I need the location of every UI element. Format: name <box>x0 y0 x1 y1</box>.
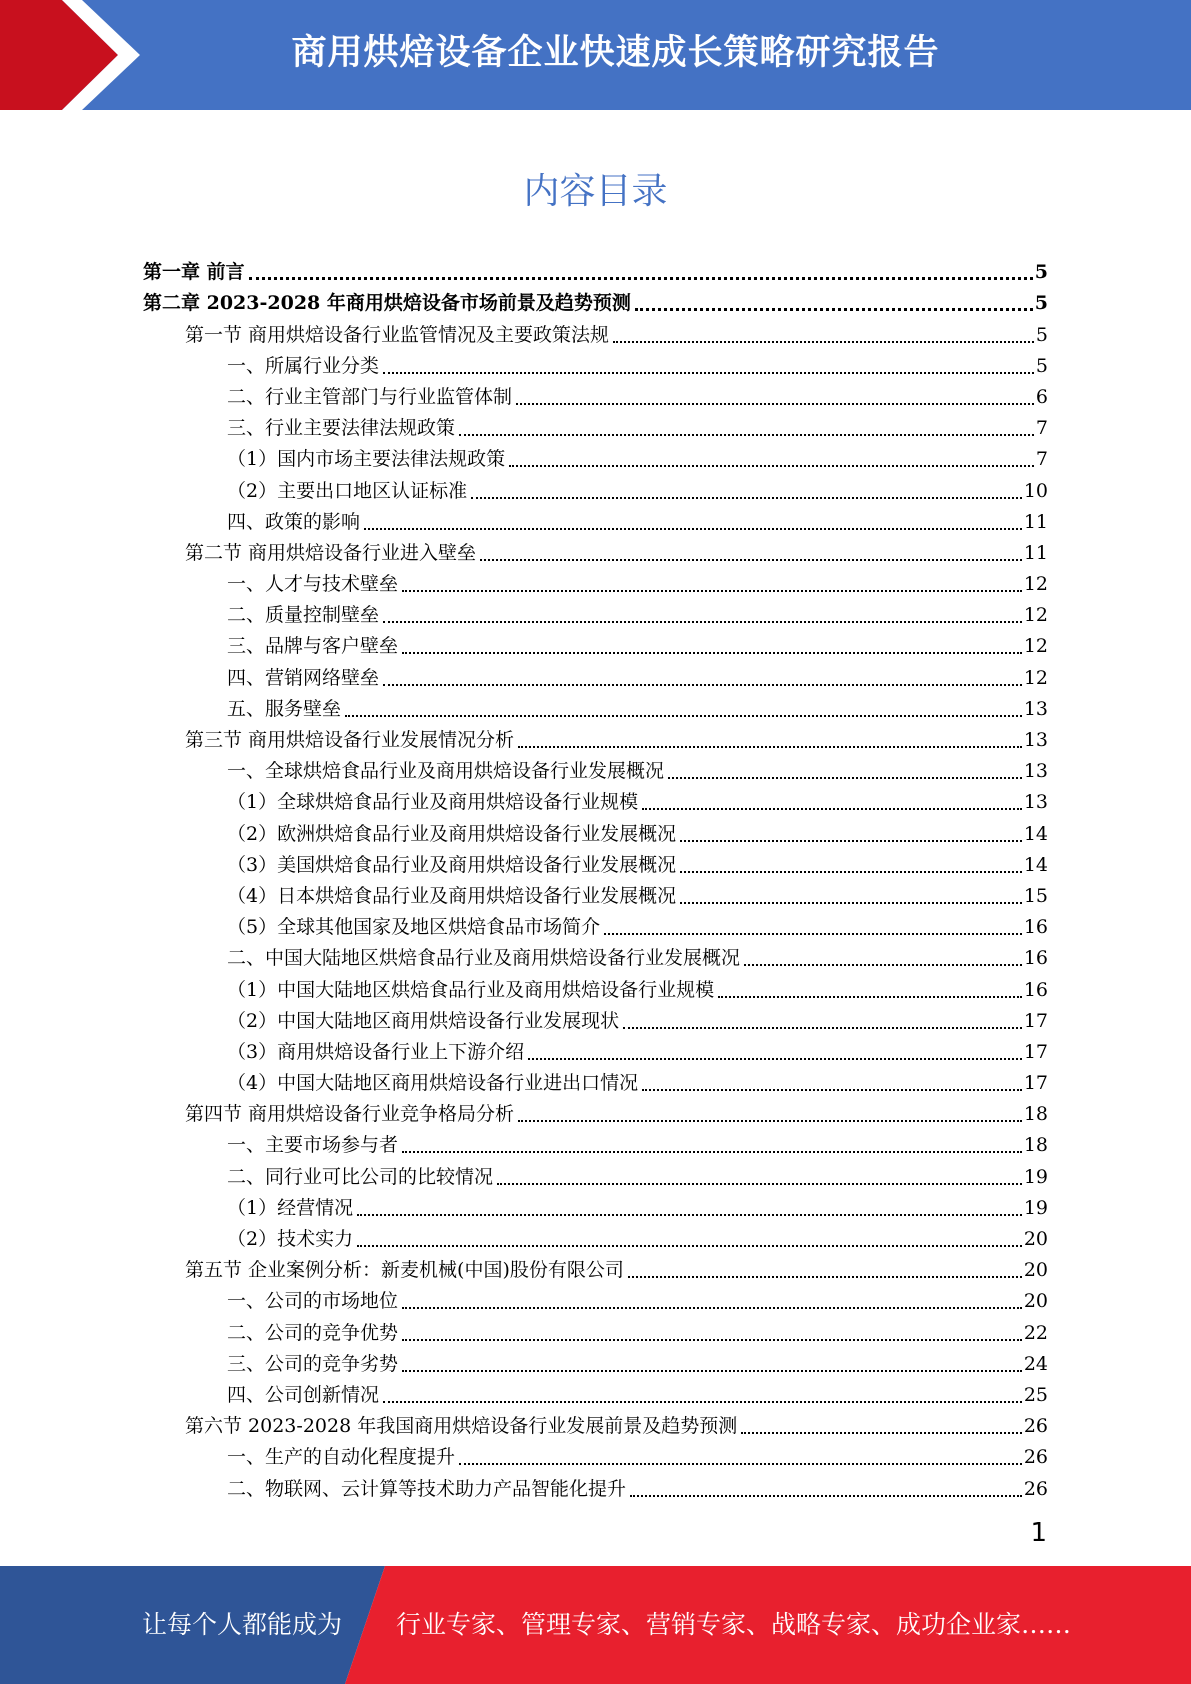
toc-dot-leader <box>630 1477 1022 1497</box>
toc-entry-text: 第六节 2023-2028 年我国商用烘焙设备行业发展前景及趋势预测 <box>185 1415 738 1438</box>
toc-dot-leader <box>718 978 1022 998</box>
toc-entry-page: 12 <box>1023 604 1048 627</box>
toc-dot-leader <box>402 634 1022 654</box>
toc-entry-page: 22 <box>1023 1321 1048 1344</box>
toc-dot-leader <box>741 1414 1022 1434</box>
toc-dot-leader <box>604 915 1022 935</box>
page-number: 1 <box>1030 1518 1047 1548</box>
toc-entry-text: 一、人才与技术壁垒 <box>227 573 399 596</box>
toc-entry-page: 13 <box>1023 697 1048 720</box>
toc-entry-text: （1）全球烘焙食品行业及商用烘焙设备行业规模 <box>227 791 639 814</box>
toc-dot-leader <box>402 1352 1022 1372</box>
footer-slogan-left: 让每个人都能成为 <box>142 1610 343 1639</box>
toc-dot-leader <box>471 479 1022 499</box>
toc-entry[interactable] <box>143 1438 1048 1469</box>
toc-entry-text: （5）全球其他国家及地区烘焙食品市场简介 <box>227 916 601 939</box>
toc-entry[interactable] <box>143 939 1048 970</box>
toc-entry-text: 一、全球烘焙食品行业及商用烘焙设备行业发展概况 <box>227 760 665 783</box>
toc-entry-page: 15 <box>1023 884 1048 907</box>
toc-entry-page: 19 <box>1023 1165 1048 1188</box>
toc-entry-page: 25 <box>1023 1383 1048 1406</box>
toc-dot-leader <box>518 728 1022 748</box>
toc-entry-page: 5 <box>1035 354 1048 377</box>
toc-entry[interactable] <box>143 814 1048 845</box>
toc-entry-text: 第五节 企业案例分析：新麦机械(中国)股份有限公司 <box>185 1259 624 1282</box>
toc-entry-page: 10 <box>1023 479 1048 502</box>
toc-entry[interactable] <box>143 1157 1048 1188</box>
toc-entry-page: 5 <box>1034 261 1048 284</box>
toc-entry-text: 一、公司的市场地位 <box>227 1290 399 1313</box>
toc-dot-leader <box>364 510 1022 530</box>
toc-entry-page: 16 <box>1023 916 1048 939</box>
toc-dot-leader <box>680 853 1022 873</box>
toc-entry-page: 14 <box>1023 822 1048 845</box>
toc-entry[interactable] <box>143 752 1048 783</box>
toc-entry-text: （4）中国大陆地区商用烘焙设备行业进出口情况 <box>227 1072 639 1095</box>
toc-dot-leader <box>744 946 1022 966</box>
toc-dot-leader <box>613 323 1034 343</box>
toc-dot-leader <box>383 1383 1022 1403</box>
toc-entry[interactable] <box>143 409 1048 440</box>
footer-band <box>0 1566 1191 1684</box>
toc-entry[interactable] <box>143 315 1048 346</box>
toc-entry-text: 一、所属行业分类 <box>227 354 380 377</box>
toc-entry[interactable] <box>143 1345 1048 1376</box>
toc-entry-page: 26 <box>1023 1446 1048 1469</box>
toc-entry-page: 13 <box>1023 791 1048 814</box>
toc-dot-leader <box>497 1165 1022 1185</box>
toc-entry-text: 第二章 2023-2028 年商用烘焙设备市场前景及趋势预测 <box>143 292 631 315</box>
toc-dot-leader <box>635 290 1033 311</box>
toc-entry-page: 18 <box>1023 1103 1048 1126</box>
toc-dot-leader <box>480 541 1022 561</box>
toc-entry-page: 6 <box>1035 385 1048 408</box>
table-of-contents <box>143 253 1048 1501</box>
toc-entry-text: 五、服务壁垒 <box>227 697 342 720</box>
toc-entry[interactable] <box>143 658 1048 689</box>
toc-entry[interactable] <box>143 690 1048 721</box>
toc-entry[interactable] <box>143 877 1048 908</box>
toc-entry[interactable] <box>143 1282 1048 1313</box>
toc-dot-leader <box>518 1102 1022 1122</box>
toc-entry-page: 5 <box>1035 323 1048 346</box>
toc-entry-page: 20 <box>1023 1228 1048 1250</box>
toc-dot-leader <box>509 447 1034 467</box>
toc-dot-leader <box>383 354 1034 374</box>
toc-entry[interactable] <box>143 440 1048 471</box>
toc-dot-leader <box>357 1227 1022 1247</box>
toc-entry[interactable] <box>143 284 1048 315</box>
toc-dot-leader <box>528 1040 1022 1060</box>
toc-entry-text: （4）日本烘焙食品行业及商用烘焙设备行业发展概况 <box>227 884 677 907</box>
toc-dot-leader <box>680 822 1022 842</box>
toc-dot-leader <box>680 884 1022 904</box>
toc-entry-page: 7 <box>1035 417 1048 440</box>
toc-entry[interactable] <box>143 347 1048 378</box>
toc-entry-text: 二、公司的竞争优势 <box>227 1321 399 1344</box>
toc-dot-leader <box>459 416 1034 436</box>
toc-entry-text: 第二节 商用烘焙设备行业进入壁垒 <box>185 541 477 564</box>
toc-entry-page: 19 <box>1023 1196 1048 1219</box>
toc-entry-page: 20 <box>1023 1259 1048 1282</box>
toc-entry-page: 12 <box>1023 635 1048 658</box>
toc-entry[interactable] <box>143 596 1048 627</box>
toc-dot-leader <box>402 1321 1022 1341</box>
toc-entry-text: 一、主要市场参与者 <box>227 1134 399 1157</box>
toc-entry-text: （1）中国大陆地区烘焙食品行业及商用烘焙设备行业规模 <box>227 978 715 1001</box>
toc-entry[interactable] <box>143 253 1048 284</box>
toc-entry[interactable] <box>143 1376 1048 1407</box>
toc-entry-text: 第四节 商用烘焙设备行业竞争格局分析 <box>185 1103 515 1126</box>
toc-entry-text: 三、行业主要法律法规政策 <box>227 417 456 440</box>
toc-entry-page: 17 <box>1023 1040 1048 1063</box>
toc-entry-page: 24 <box>1023 1352 1048 1375</box>
toc-entry[interactable] <box>143 1126 1048 1157</box>
toc-entry-text: 第一节 商用烘焙设备行业监管情况及主要政策法规 <box>185 323 610 346</box>
toc-entry[interactable] <box>143 627 1048 658</box>
toc-entry[interactable] <box>143 1220 1048 1251</box>
toc-entry[interactable] <box>143 503 1048 534</box>
toc-dot-leader <box>623 1009 1022 1029</box>
toc-dot-leader <box>383 603 1022 623</box>
toc-entry[interactable] <box>143 1064 1048 1095</box>
toc-entry-page: 12 <box>1023 573 1048 596</box>
toc-entry-text: 二、同行业可比公司的比较情况 <box>227 1165 494 1188</box>
toc-entry[interactable] <box>143 908 1048 939</box>
toc-heading: 内容目录 <box>523 171 668 212</box>
toc-entry-text: 二、质量控制壁垒 <box>227 604 380 627</box>
toc-entry[interactable] <box>143 1002 1048 1033</box>
toc-entry-page: 12 <box>1023 666 1048 689</box>
toc-entry[interactable] <box>143 846 1048 877</box>
toc-entry-text: 第一章 前言 <box>143 261 245 284</box>
toc-entry-text: 四、营销网络壁垒 <box>227 666 380 689</box>
toc-dot-leader <box>345 697 1022 717</box>
toc-dot-leader <box>402 1133 1022 1153</box>
toc-entry-text: 四、公司创新情况 <box>227 1383 380 1406</box>
toc-dot-leader <box>249 259 1033 280</box>
toc-entry-page: 26 <box>1023 1415 1048 1438</box>
toc-entry-page: 5 <box>1034 292 1048 315</box>
toc-entry-page: 13 <box>1023 729 1048 751</box>
toc-dot-leader <box>402 572 1022 592</box>
toc-dot-leader <box>516 385 1034 405</box>
toc-entry-text: （3）美国烘焙食品行业及商用烘焙设备行业发展概况 <box>227 853 677 876</box>
toc-entry-text: 二、行业主管部门与行业监管体制 <box>227 385 513 408</box>
toc-entry-text: 一、生产的自动化程度提升 <box>227 1446 456 1469</box>
toc-entry[interactable] <box>143 1469 1048 1500</box>
toc-entry[interactable] <box>143 1251 1048 1282</box>
toc-entry[interactable] <box>143 721 1048 752</box>
toc-dot-leader <box>402 1289 1022 1309</box>
footer-slogan-right: 行业专家、管理专家、营销专家、战略专家、成功企业家…… <box>396 1610 1072 1639</box>
toc-entry-text: 三、公司的竞争劣势 <box>227 1352 399 1375</box>
toc-entry[interactable] <box>143 471 1048 502</box>
toc-dot-leader <box>383 666 1022 686</box>
report-title: 商用烘焙设备企业快速成长策略研究报告 <box>291 33 940 73</box>
toc-entry[interactable] <box>143 1407 1048 1438</box>
toc-entry-page: 11 <box>1023 510 1048 533</box>
toc-entry-page: 7 <box>1035 448 1048 471</box>
toc-entry-page: 16 <box>1023 978 1048 1001</box>
toc-entry[interactable] <box>143 1189 1048 1220</box>
toc-entry-page: 20 <box>1023 1290 1048 1313</box>
toc-entry-text: 三、品牌与客户壁垒 <box>227 635 399 658</box>
toc-entry-page: 26 <box>1023 1477 1048 1500</box>
header-chevron-decoration <box>0 0 150 110</box>
toc-entry-page: 14 <box>1023 853 1048 876</box>
toc-entry-page: 17 <box>1023 1072 1048 1095</box>
toc-entry[interactable] <box>143 970 1048 1001</box>
toc-entry-text: （2）主要出口地区认证标准 <box>227 479 468 502</box>
toc-entry[interactable] <box>143 378 1048 409</box>
toc-entry[interactable] <box>143 1033 1048 1064</box>
toc-entry-text: 四、政策的影响 <box>227 510 361 533</box>
toc-entry[interactable] <box>143 1095 1048 1126</box>
toc-entry-page: 16 <box>1023 947 1048 970</box>
toc-entry-text: 第三节 商用烘焙设备行业发展情况分析 <box>185 729 515 751</box>
toc-dot-leader <box>642 790 1022 810</box>
toc-entry-text: （1）国内市场主要法律法规政策 <box>227 448 506 471</box>
toc-entry-page: 17 <box>1023 1009 1048 1032</box>
toc-entry[interactable] <box>143 1313 1048 1344</box>
toc-entry-text: （2）欧洲烘焙食品行业及商用烘焙设备行业发展概况 <box>227 822 677 845</box>
toc-entry-text: （3）商用烘焙设备行业上下游介绍 <box>227 1040 525 1063</box>
toc-entry-text: 二、物联网、云计算等技术助力产品智能化提升 <box>227 1477 627 1500</box>
toc-dot-leader <box>459 1445 1022 1465</box>
toc-entry-text: （1）经营情况 <box>227 1196 354 1219</box>
toc-entry-text: （2）技术实力 <box>227 1228 354 1250</box>
toc-entry-text: 二、中国大陆地区烘焙食品行业及商用烘焙设备行业发展概况 <box>227 947 741 970</box>
toc-entry[interactable] <box>143 565 1048 596</box>
toc-dot-leader <box>668 759 1022 779</box>
toc-entry-page: 11 <box>1023 541 1048 564</box>
toc-entry-text: （2）中国大陆地区商用烘焙设备行业发展现状 <box>227 1009 620 1032</box>
toc-entry[interactable] <box>143 534 1048 565</box>
toc-entry[interactable] <box>143 783 1048 814</box>
toc-dot-leader <box>628 1258 1022 1278</box>
toc-dot-leader <box>642 1071 1022 1091</box>
toc-entry-page: 18 <box>1023 1134 1048 1157</box>
toc-entry-page: 13 <box>1023 760 1048 783</box>
toc-dot-leader <box>357 1196 1022 1216</box>
